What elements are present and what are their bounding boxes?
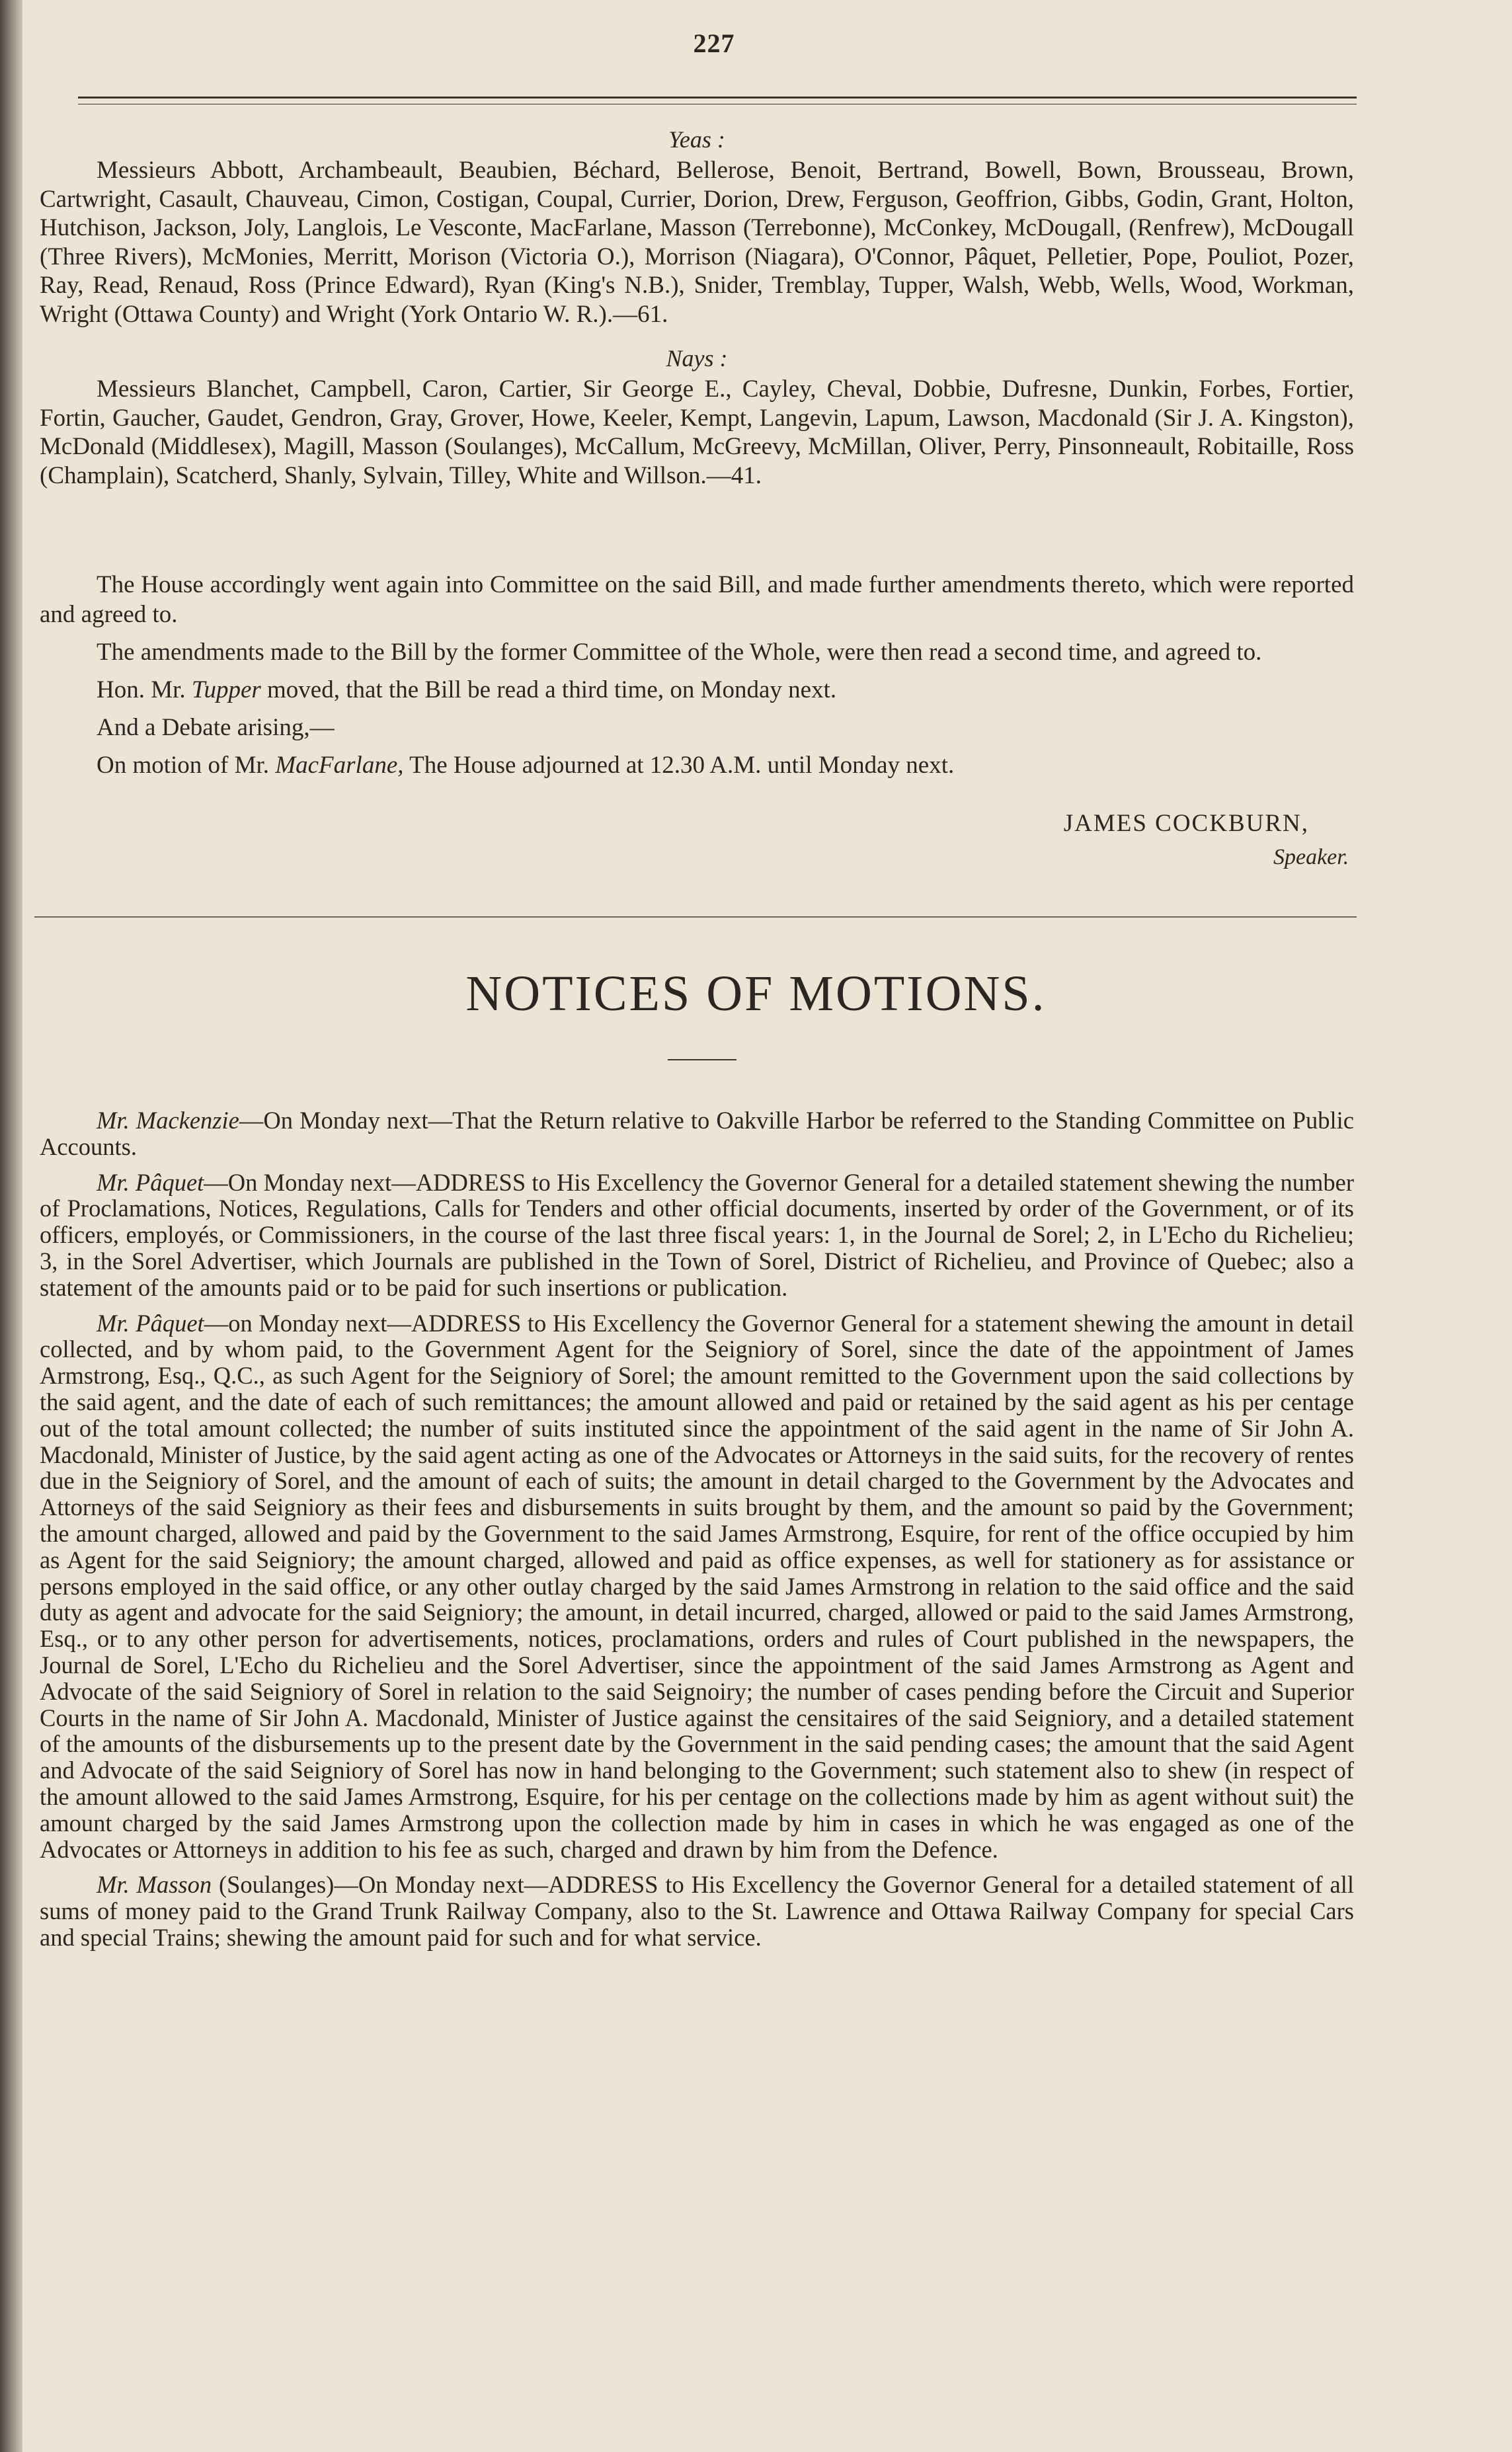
motion-masson: [40, 1872, 1354, 1950]
tupper-name: Tupper: [191, 676, 261, 703]
mover-name: Mr. Pâquet: [97, 1309, 204, 1337]
motion-text: —on Monday next—ADDRESS to His Excellency the Governor General for a statement shewing the amount in detail collected, and by whom paid, to the Government Agent for the Seigniory of Sorel, since the date of the appointment of James Armstrong, Esq., Q.C., as such Agent for the Seigniory of Sorel; the amount remitted to the Government upon the said collections by the said agent, and the date of each of such remittances; the amount allowed and paid or retained by the said agent as his per centage out of the total amount collected; the number of suits instituted since the appointment of the said agent in the name of Sir John A. Macdonald, Minister of Justice, by the said agent acting as one of the Advocates or Attorneys in the said suits, for the recovery of rentes due in the Seigniory of Sorel, and the amount of each of suits; the amount in detail charged to the Government by the Advocates and Attorneys of the said Seigniory as their fees and disbursements in suits brought by them, and the amount so paid by the Government; the amount charged, allowed and paid by the Government to the said James Armstrong, Esquire, for rent of the office occupied by him as Agent for the said Seigniory; the amount charged, allowed and paid as office expenses, as well for stationery as for assistance or persons employed in the said office, or any other outlay charged by the said James Armstrong in relation to the said office and the said duty as agent and advocate for the said Seigniory; the amount, in detail incurred, charged, allowed or paid to the said James Armstrong, Esq., or to any other person for advertisements, notices, proclamations, orders and rules of Court published in the newspapers, the Journal de Sorel, L'Echo du Richelieu and the Sorel Advertiser, since the appointment of the said James Armstrong as Agent and Advocate of the said Seigniory of Sorel in relation to the said Seignoiry; the number of cases pending before the Circuit and Superior Courts in the name of Sir John A. Macdonald, Minister of Justice against the censitaires of the said Seigniory, and a detailed statement of the amounts of the disbursements up to the present date by the Government in the said pending cases; the amount that the said Agent and Advocate of the said Seigniory of Sorel has now in hand belonging to the Government; such statement also to shew (in respect of the amount allowed to the said James Armstrong, Esquire, for his per centage on the collections made by him as agent without suit) the amount charged by the said James Armstrong upon the collection made by him in cases in which he was engaged as one of the Advocates or Attorneys in addition to his fee as such, charged and drawn by him from the Defence.: [40, 1309, 1354, 1863]
notices-list: [40, 1107, 1354, 1960]
page-number: 227: [693, 28, 735, 58]
mover-name: Mr. Pâquet: [97, 1168, 204, 1196]
motion-paquet-1: [40, 1169, 1354, 1301]
title-rule: [668, 1059, 736, 1060]
mover-name: Mr. Mackenzie: [97, 1107, 239, 1134]
header-rule: [78, 97, 1357, 104]
speaker-title: Speaker.: [1273, 845, 1349, 869]
nays-list: Messieurs Blanchet, Campbell, Caron, Cartier, Sir George E., Cayley, Cheval, Dobbie, Dufresne, Dunkin, Forbes, Fortier, Fortin, Gaucher, Gaudet, Gendron, Gray, Grover, Howe, Keeler, Kempt, Langevin, Lapum, Lawson, Macdonald (Sir J. A. Kingston), McDonald (Middlesex), Magill, Masson (Soulanges), McCallum, McGreevy, McMillan, Oliver, Perry, Pinsonneault, Robitaille, Ross (Champlain), Scatcherd, Shanly, Sylvain, Tilley, White and Willson.—41.: [40, 376, 1354, 489]
section-divider: [34, 916, 1357, 918]
notices-title: NOTICES OF MOTIONS.: [465, 966, 1047, 1021]
proceedings: [40, 570, 1354, 788]
nays-label: Nays :: [666, 345, 728, 372]
mover-name: Mr. Masson: [97, 1871, 212, 1899]
motion-text: —On Monday next—That the Return relative to Oakville Harbor be referred to the Standing Committee on Public Accounts.: [40, 1107, 1354, 1160]
proceeding-committee: The House accordingly went again into Committee on the said Bill, and made further amendments thereto, which were reported and agreed to.: [40, 571, 1354, 628]
tupper-motion: Hon. Mr. Tupper moved, that the Bill be read a third time, on Monday next.: [97, 676, 837, 703]
debate-arising: And a Debate arising,—: [97, 714, 335, 741]
motion-mackenzie: [40, 1107, 1354, 1160]
proceeding-amendments: The amendments made to the Bill by the former Committee of the Whole, were then read a second time, and agreed to.: [97, 639, 1262, 666]
macfarlane-name: MacFarlane,: [275, 752, 404, 779]
adjournment-motion: On motion of Mr. MacFarlane, The House adjourned at 12.30 A.M. until Monday next.: [97, 752, 955, 779]
yeas-list: Messieurs Abbott, Archambeault, Beaubien, Béchard, Bellerose, Benoit, Bertrand, Bowell, Bown, Brousseau, Brown, Cartwright, Casault, Chauveau, Cimon, Costigan, Coupal, Currier, Dorion, Drew, Ferguson, Geoffrion, Gibbs, Godin, Grant, Holton, Hutchison, Jackson, Joly, Langlois, Le Vesconte, MacFarlane, Masson (Terrebonne), McConkey, McDougall, (Renfrew), McDougall (Three Rivers), McMonies, Merritt, Morison (Victoria O.), Morrison (Niagara), O'Connor, Pâquet, Pelletier, Pope, Pouliot, Pozer, Ray, Read, Renaud, Ross (Prince Edward), Ryan (King's N.B.), Snider, Tremblay, Tupper, Walsh, Webb, Wells, Wood, Workman, Wright (Ottawa County) and Wright (York Ontario W. R.).—61.: [40, 157, 1354, 328]
speaker-name: JAMES COCKBURN,: [1063, 810, 1309, 837]
motion-paquet-2: [40, 1310, 1354, 1863]
motion-text: —On Monday next—ADDRESS to His Excellency the Governor General for a detailed statement shewing the number of Proclamations, Notices, Regulations, Calls for Tenders and other official documents, inserted by order of the Government, or of its officers, employés, or Commissioners, in the course of the last three fiscal years: 1, in the Journal de Sorel; 2, in L'Echo du Richelieu; 3, in the Sorel Advertiser, which Journals are published in the Town of Sorel, District of Richelieu, and Province of Quebec; also a statement of the amounts paid or to be paid for such insertions or publication.: [40, 1168, 1354, 1301]
division-list: [40, 123, 1354, 490]
yeas-label: Yeas :: [668, 126, 725, 153]
motion-text: (Soulanges)—On Monday next—ADDRESS to His Excellency the Governor General for a detailed statement of all sums of money paid to the Grand Trunk Railway Company, also to the St. Lawrence and Ottawa Railway Company for special Cars and special Trains; shewing the amount paid for such and for what service.: [40, 1871, 1354, 1951]
